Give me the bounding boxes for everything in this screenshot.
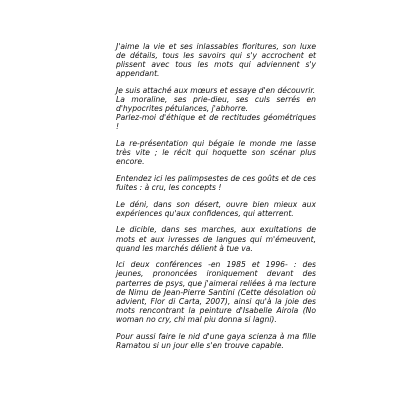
paragraph-7: Ici deux conférences -en 1985 et 1996- : des jeunes, prononcées ironiquement devant des parterres de psys, que j'aimerai reliées à ma lecture de Nimu de Jean-Pierre Santini (Cette désolation où advient, Flor di Carta, 2007), ainsi qu'à la joie des mots rencontrant la peinture d'Isabelle Airola (No woman no cry, chi mal piu donna si lagni).	[116, 260, 316, 324]
paragraph-4: Entendez ici les palimpsestes de ces goûts et de ces fuites : à cru, les concepts !	[116, 173, 316, 192]
paragraph-8: Pour aussi faire le nid d'une gaya scienza à ma fille Ramatou si un jour elle s'en trouve capable.	[116, 331, 316, 350]
paragraph-3: La re-présentation qui bégaie le monde me lasse très vite ; le récit qui hoquette son scénar plus encore.	[116, 139, 316, 167]
text-column	[116, 42, 316, 357]
paragraph-6: Le dicible, dans ses marches, aux exultations de mots et aux ivresses de langues qui m'émeuvent, quand les marchés délient à tue va.	[116, 225, 316, 253]
paragraph-5: Le déni, dans son désert, ouvre bien mieux aux expériences qu'aux confidences, qui atterrent.	[116, 199, 316, 218]
paragraph-1: J'aime la vie et ses inlassables fioritures, son luxe de détails, tous les savoirs qui s'y accrochent et plissent avec tous les mots qui adviennent s'y appendant.	[116, 42, 316, 79]
paragraph-2: Je suis attaché aux mœurs et essaye d'en découvrir. La moraline, ses prie-dieu, ses culs serrés en d'hypocrites pétulances, j'abhorre. Parlez-moi d'éthique et de rectitudes géométriques !	[116, 85, 316, 132]
